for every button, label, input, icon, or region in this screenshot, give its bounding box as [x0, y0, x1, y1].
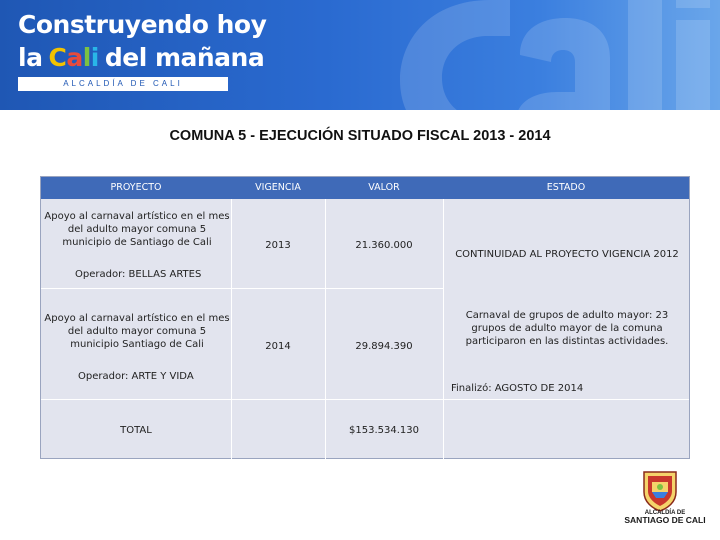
row2-finalizo: Finalizó: AGOSTO DE 2014 — [451, 383, 584, 394]
total-label: TOTAL — [120, 425, 152, 436]
row2-vigencia: 2014 — [265, 341, 291, 352]
row1-estado: CONTINUIDAD AL PROYECTO VIGENCIA 2012 — [455, 249, 679, 260]
projects-table — [40, 176, 690, 459]
row-divider — [231, 288, 443, 289]
total-valor: $153.534.130 — [349, 425, 419, 436]
header-banner — [0, 0, 720, 110]
logo-slogan-line2 — [18, 43, 264, 72]
logo-cali-letter: C — [48, 43, 67, 72]
row1-proyecto: Apoyo al carnaval artístico en el mes del adulto mayor comuna 5 municipio de Santiago de Cali — [44, 211, 230, 248]
column-divider — [443, 199, 444, 459]
header-vigencia: VIGENCIA — [255, 182, 301, 193]
footer-logo-caption — [610, 510, 720, 525]
row1-valor: 21.360.000 — [355, 240, 413, 251]
row2-valor: 29.894.390 — [355, 341, 413, 352]
header-proyecto: PROYECTO — [110, 182, 162, 193]
logo-cali-letter: i — [90, 43, 99, 72]
logo-word-del-manana: del mañana — [104, 43, 265, 72]
header-valor: VALOR — [368, 182, 400, 193]
logo-word-la: la — [18, 43, 43, 72]
row1-operador: Operador: BELLAS ARTES — [75, 269, 202, 280]
column-divider — [231, 199, 232, 459]
footer-logo-line1: ALCALDÍA DE — [644, 510, 686, 516]
logo-cali-letter: a — [66, 43, 83, 72]
coat-of-arms-icon — [640, 470, 680, 512]
row-divider — [41, 288, 231, 289]
table-header-row — [41, 177, 689, 199]
logo-slogan-line1: Construyendo hoy — [18, 10, 267, 39]
row1-vigencia: 2013 — [265, 240, 291, 251]
logo-cali-word — [48, 43, 98, 72]
row2-proyecto: Apoyo al carnaval artístico en el mes del adulto mayor comuna 5 municipio Santiago de Cali — [44, 313, 230, 350]
row2-operador: Operador: ARTE Y VIDA — [78, 371, 194, 382]
header-estado: ESTADO — [546, 182, 586, 193]
page-title: COMUNA 5 - EJECUCIÓN SITUADO FISCAL 2013 - 2014 — [169, 128, 551, 144]
row2-estado: Carnaval de grupos de adulto mayor: 23 grupos de adulto mayor de la comuna participaron en las distintas actividades. — [465, 310, 669, 347]
cali-watermark-graphic — [370, 0, 720, 110]
row-divider — [41, 399, 689, 400]
footer-logo-line2: SANTIAGO DE CALI — [624, 515, 706, 526]
alcaldia-label: ALCALDÍA DE CALI — [18, 77, 228, 91]
column-divider — [325, 199, 326, 459]
logo-cali-letter: l — [82, 43, 91, 72]
